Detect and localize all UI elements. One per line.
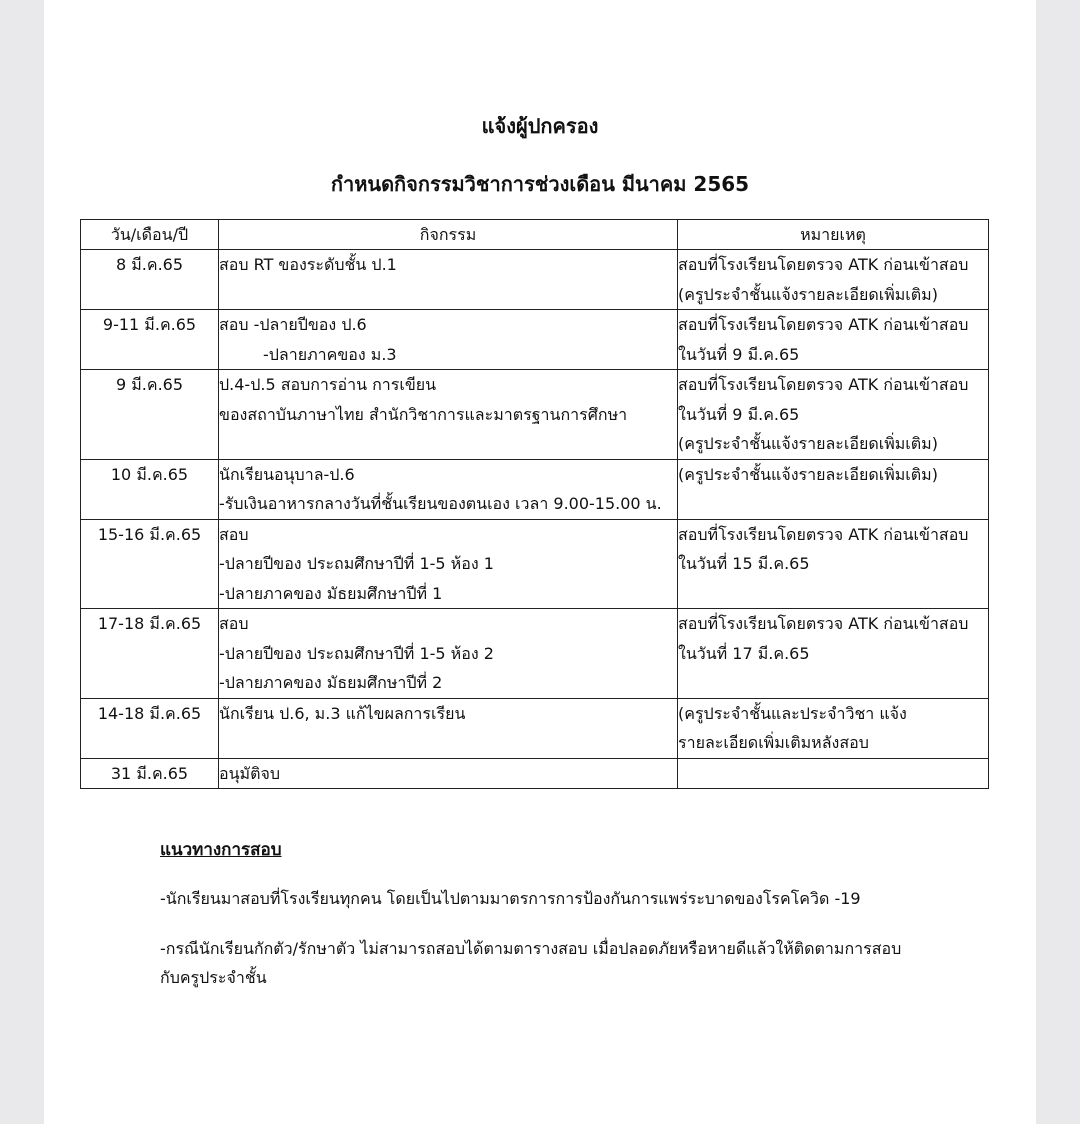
cell-date: 10 มี.ค.65 (81, 459, 219, 519)
guideline-item (160, 934, 960, 992)
table-header-row (81, 220, 989, 250)
table-row (81, 250, 989, 310)
activity-line: นักเรียน ป.6, ม.3 แก้ไขผลการเรียน (219, 703, 466, 723)
activity-line: -ปลายปีของ ประถมศึกษาปีที่ 1-5 ห้อง 1 (219, 554, 494, 573)
note-line: สอบที่โรงเรียนโดยตรวจ ATK ก่อนเข้าสอบ (678, 255, 969, 274)
document-page (44, 0, 1036, 1124)
activity-line: -ปลายภาคของ ม.3 (263, 344, 397, 364)
guideline-text: กับครูประจำชั้น (160, 968, 267, 987)
cell-date: 9 มี.ค.65 (81, 370, 219, 460)
cell-date: 14-18 มี.ค.65 (81, 698, 219, 758)
cell-note (678, 758, 989, 789)
cell-date: 31 มี.ค.65 (81, 758, 219, 789)
activity-line: สอบ -ปลายปีของ ป.6 (219, 315, 367, 334)
note-line: ในวันที่ 9 มี.ค.65 (678, 404, 800, 424)
cell-activity (219, 250, 678, 310)
cell-date: 15-16 มี.ค.65 (81, 519, 219, 609)
cell-date: 8 มี.ค.65 (81, 250, 219, 310)
note-line: รายละเอียดเพิ่มเติมหลังสอบ (678, 733, 869, 752)
note-line: ในวันที่ 15 มี.ค.65 (678, 554, 810, 573)
note-line: (ครูประจำชั้นแจ้งรายละเอียดเพิ่มเติม) (678, 434, 938, 453)
table-row (81, 758, 989, 789)
guidelines-title: แนวทางการสอบ (160, 840, 282, 860)
cell-activity (219, 758, 678, 789)
guideline-item (160, 884, 960, 913)
note-line: ในวันที่ 9 มี.ค.65 (678, 344, 800, 364)
activity-line: ป.4-ป.5 สอบการอ่าน การเขียน (219, 375, 437, 394)
note-line: (ครูประจำชั้นและประจำวิชา แจ้ง (678, 703, 907, 723)
cell-date: 9-11 มี.ค.65 (81, 310, 219, 370)
cell-activity (219, 519, 678, 609)
note-line: สอบที่โรงเรียนโดยตรวจ ATK ก่อนเข้าสอบ (678, 524, 969, 544)
page-subtitle: กำหนดกิจกรรมวิชาการช่วงเดือน มีนาคม 2565 (330, 172, 750, 196)
table-row (81, 459, 989, 519)
note-line: สอบที่โรงเรียนโดยตรวจ ATK ก่อนเข้าสอบ (678, 614, 969, 633)
table-row (81, 519, 989, 609)
cell-activity (219, 370, 678, 460)
cell-note (678, 370, 989, 460)
activity-line: -ปลายปีของ ประถมศึกษาปีที่ 1-5 ห้อง 2 (219, 643, 494, 663)
note-line: (ครูประจำชั้นแจ้งรายละเอียดเพิ่มเติม) (678, 284, 938, 304)
note-line: สอบที่โรงเรียนโดยตรวจ ATK ก่อนเข้าสอบ (678, 375, 969, 394)
cell-activity (219, 609, 678, 699)
guideline-text: -นักเรียนมาสอบที่โรงเรียนทุกคน โดยเป็นไปตามมาตรการการป้องกันการแพร่ระบาดของโรคโควิด -19 (160, 889, 861, 908)
activity-line: สอบ (219, 614, 249, 633)
cell-activity (219, 310, 678, 370)
table-row (81, 310, 989, 370)
cell-note (678, 459, 989, 519)
header-date: วัน/เดือน/ปี (81, 220, 219, 250)
cell-activity (219, 459, 678, 519)
cell-note (678, 698, 989, 758)
cell-note (678, 519, 989, 609)
page-title: แจ้งผู้ปกครอง (481, 114, 599, 138)
activity-line: สอบ RT ของระดับชั้น ป.1 (219, 255, 397, 274)
header-activity: กิจกรรม (219, 220, 678, 250)
cell-date: 17-18 มี.ค.65 (81, 609, 219, 699)
table-row (81, 698, 989, 758)
note-line: สอบที่โรงเรียนโดยตรวจ ATK ก่อนเข้าสอบ (678, 315, 969, 334)
guideline-text: -กรณีนักเรียนกักตัว/รักษาตัว ไม่สามารถสอบได้ตามตารางสอบ เมื่อปลอดภัยหรือหายดีแล้วให้ติดตามการสอบ (160, 939, 902, 958)
cell-note (678, 609, 989, 699)
activity-line: -ปลายภาคของ มัธยมศึกษาปีที่ 1 (219, 583, 443, 603)
activity-line: อนุมัติจบ (219, 763, 281, 783)
cell-note (678, 250, 989, 310)
activity-line: นักเรียนอนุบาล-ป.6 (219, 464, 355, 484)
note-line: (ครูประจำชั้นแจ้งรายละเอียดเพิ่มเติม) (678, 464, 938, 484)
note-line: ในวันที่ 17 มี.ค.65 (678, 643, 810, 663)
activity-line: สอบ (219, 524, 249, 544)
table-row (81, 609, 989, 699)
cell-note (678, 310, 989, 370)
cell-activity (219, 698, 678, 758)
activity-line: -ปลายภาคของ มัธยมศึกษาปีที่ 2 (219, 673, 443, 692)
activity-line: ของสถาบันภาษาไทย สำนักวิชาการและมาตรฐานการศึกษา (219, 404, 628, 424)
activity-line: -รับเงินอาหารกลางวันที่ชั้นเรียนของตนเอง เวลา 9.00-15.00 น. (219, 494, 662, 513)
header-note: หมายเหตุ (678, 220, 989, 250)
table-row (81, 370, 989, 460)
schedule-table (80, 219, 989, 789)
